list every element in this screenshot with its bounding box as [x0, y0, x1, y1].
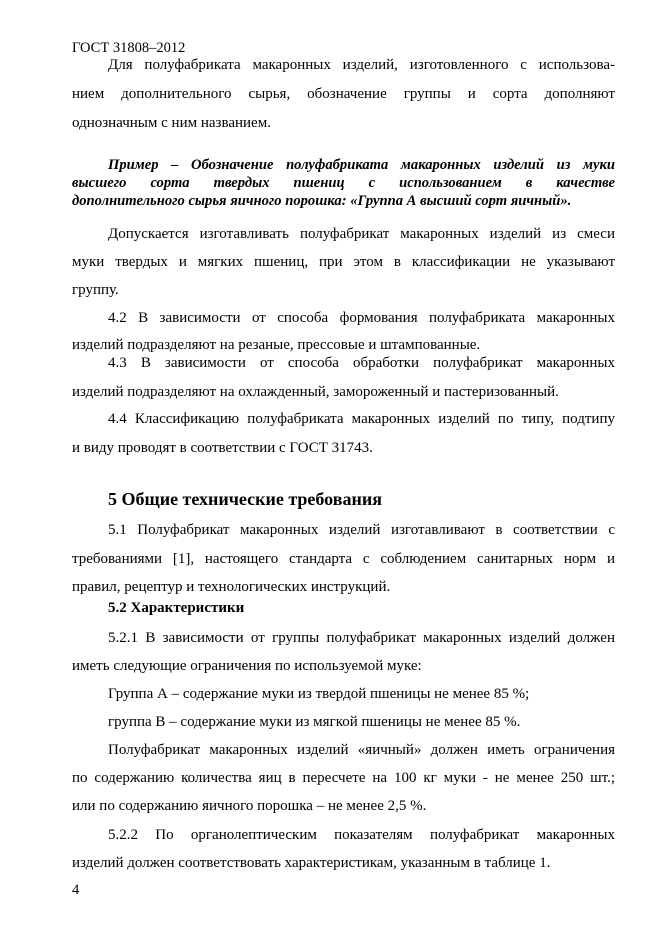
text-line: 5.1 Полуфабрикат макаронных изделий изготавливают в соответствии с — [108, 522, 615, 538]
text-line: правил, рецептур и технологических инструкций. — [72, 579, 391, 595]
text-line: по содержанию количества яиц в пересчете на 100 кг муки - не менее 250 шт.; — [72, 770, 615, 786]
text-line: нием дополнительного сырья, обозначение группы и сорта дополняют — [72, 86, 615, 102]
example-line: высшего сорта твердых пшениц с использованием в качестве — [72, 175, 615, 191]
text-line: 4.4 Классификацию полуфабриката макаронных изделий по типу, подтипу — [108, 411, 615, 427]
text-line: изделий подразделяют на охлажденный, замороженный и пастеризованный. — [72, 384, 559, 400]
page-number: 4 — [72, 882, 80, 898]
text-line: муки твердых и мягких пшениц, при этом в классификации не указывают — [72, 254, 615, 270]
text-line: Группа А – содержание муки из твердой пшеницы не менее 85 %; — [108, 686, 530, 702]
text-line: Полуфабрикат макаронных изделий «яичный» должен иметь ограничения — [108, 742, 615, 758]
text-line: Допускается изготавливать полуфабрикат макаронных изделий из смеси — [108, 226, 615, 242]
text-line: однозначным с ним названием. — [72, 115, 271, 131]
text-line: иметь следующие ограничения по используемой муке: — [72, 658, 422, 674]
section-heading: 5 Общие технические требования — [108, 489, 382, 509]
text-line: изделий подразделяют на резаные, прессовые и штампованные. — [72, 337, 481, 353]
text-line: 5.2.1 В зависимости от группы полуфабрикат макаронных изделий должен — [108, 630, 615, 646]
example-line: дополнительного сырья яичного порошка: «Группа А высший сорт яичный». — [72, 193, 572, 209]
text-line: 4.2 В зависимости от способа формования полуфабриката макаронных — [108, 310, 615, 326]
document-header: ГОСТ 31808–2012 — [72, 40, 186, 56]
text-line: группу. — [72, 282, 119, 298]
text-line: 5.2.2 По органолептическим показателям полуфабрикат макаронных — [108, 827, 615, 843]
text-line: или по содержанию яичного порошка – не менее 2,5 %. — [72, 798, 427, 814]
text-line: группа В – содержание муки из мягкой пшеницы не менее 85 %. — [108, 714, 521, 730]
example-line: Пример – Обозначение полуфабриката макаронных изделий из муки — [108, 157, 615, 173]
text-line: Для полуфабриката макаронных изделий, изготовленного с использова- — [108, 57, 615, 73]
text-line: изделий должен соответствовать характеристикам, указанным в таблице 1. — [72, 855, 551, 871]
subsection-heading: 5.2 Характеристики — [108, 600, 245, 616]
text-line: и виду проводят в соответствии с ГОСТ 31743. — [72, 440, 373, 456]
text-line: 4.3 В зависимости от способа обработки полуфабрикат макаронных — [108, 355, 615, 371]
text-line: требованиями [1], настоящего стандарта с соблюдением санитарных норм и — [72, 551, 615, 567]
